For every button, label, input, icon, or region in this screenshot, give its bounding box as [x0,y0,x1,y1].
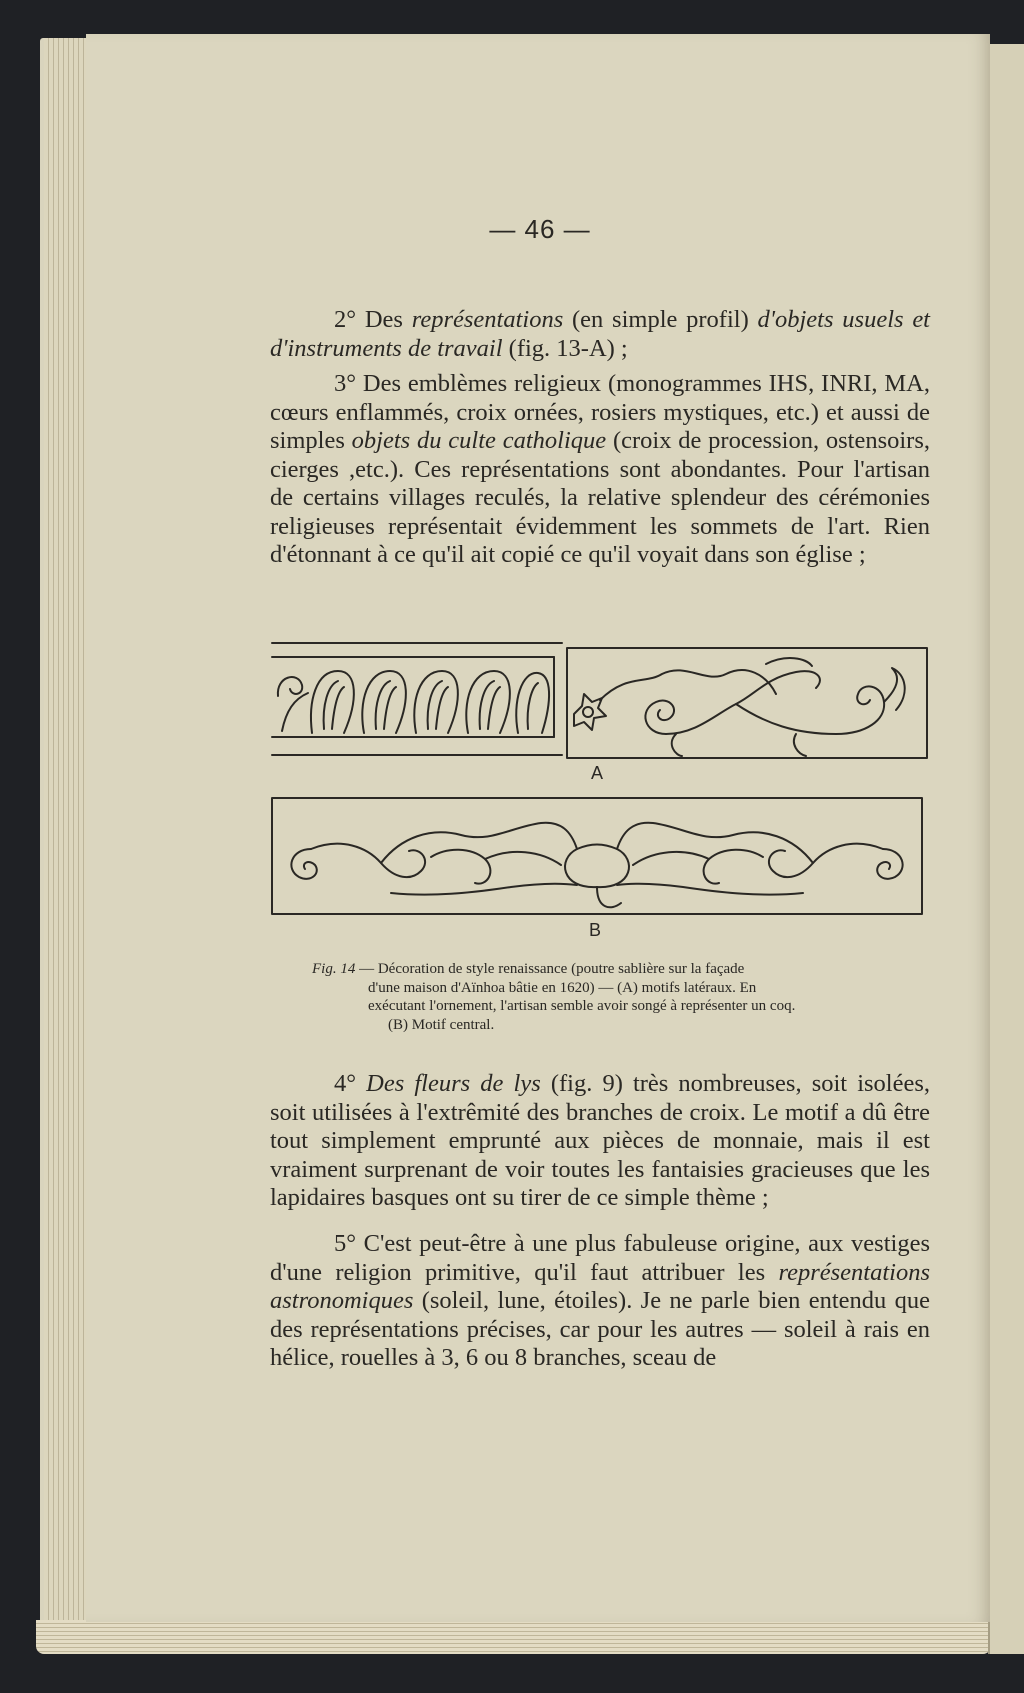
figure-a-scroll-motif [566,644,928,762]
next-page-edge [988,44,1024,1654]
paragraph-2: 2° Des représentations (en simple profil) d'objets usuels et d'instruments de travail (fig. 13-A) ; [270,306,930,362]
figure-b-central-motif [271,797,923,917]
page-number: — 46 — [489,214,591,244]
paragraph-marker: 4° [334,1070,357,1097]
figure-caption: Fig. 14 — Décoration de style renaissance (poutre sablière sur la façade d'une maison d'Aïnhoa bâtie en 1620) — (A) motifs latéraux. En exécutant l'ornement, l'artisan semble avoir songé à représenter un coq. (B) Motif central. [312,961,796,1033]
paragraph-4: 4° Des fleurs de lys (fig. 9) très nombreuses, soit isolées, soit utilisées à l'extrêmité des branches de croix. Le motif a dû être tout simplement emprunté aux pièces de monnaie, mais il est vraiment surprenant de voir toutes les fantaisies gracieuses que les lapidaires basques ont su tirer de ce simple thème ; [270,1070,930,1211]
page-stack-bottom-edge [36,1620,991,1654]
figure-letter-a: A [591,763,604,783]
paragraph-3: 3° Des emblèmes religieux (monogrammes IHS, INRI, MA, cœurs enflammés, croix ornées, rosiers mystiques, etc.) et aussi de simples objets du culte catholique (croix de procession, ostensoirs, cierges ,etc.). Ces représentations sont abondantes. Pour l'artisan de certains villages reculés, la relative splendeur des cérémonies religieuses représentait évidemment les sommets de l'art. Rien d'étonnant à ce qu'il ait copié ce qu'il voyait dans son église ; [270,370,930,568]
caption-label: Fig. 14 [312,961,356,977]
figure-letter-b: B [589,920,602,940]
paragraph-marker: 2° [334,306,357,333]
paragraph-marker: 5° [334,1230,357,1257]
figure-a-leaf-frieze [272,641,562,758]
paragraph-5: 5° C'est peut-être à une plus fabuleuse origine, aux vestiges d'une religion primitive, qu'il faut attribuer les représentations astronomiques (soleil, lune, étoiles). Je ne parle bien entendu que des représentations précises, car pour les autres — soleil à rais en hélice, rouelles à 3, 6 ou 8 branches, sceau de [270,1230,930,1371]
page-stack-left-edge [44,38,90,1638]
paragraph-marker: 3° [334,370,357,397]
